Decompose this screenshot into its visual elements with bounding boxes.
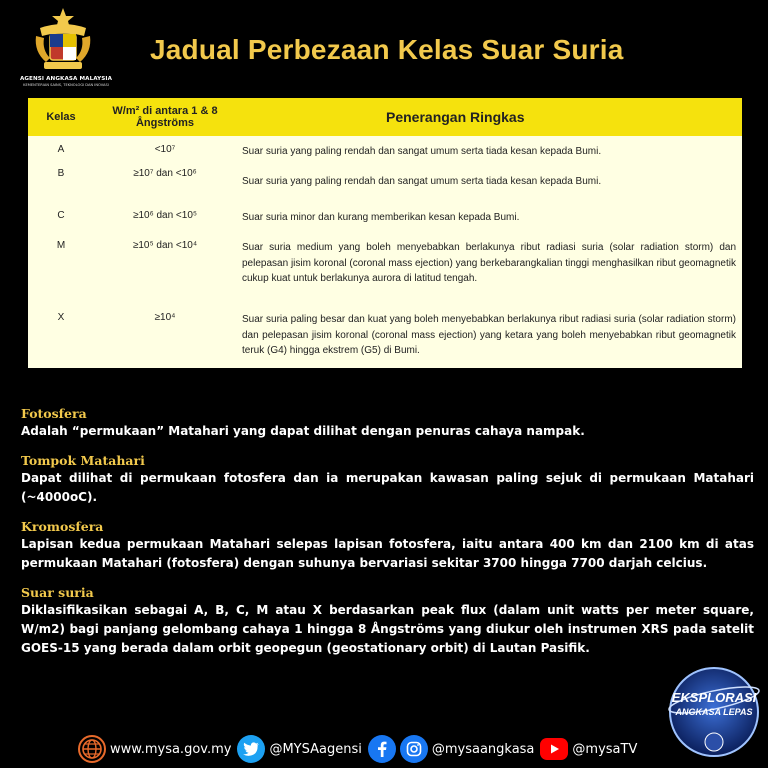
eksplorasi-badge: [666, 660, 762, 762]
section-text: Lapisan kedua permukaan Matahari selepas lapisan fotosfera, iaitu antara 400 km dan 2100 km di atas permukaan Matahari (fotosfera) dengan suhunya bervariasi sekitar 3700 hingga 7700 darjah celcius.: [21, 537, 754, 570]
social-footer: [78, 734, 643, 764]
table-row: [28, 160, 742, 202]
section-suar-suria: [21, 585, 754, 658]
section-text: Adalah “permukaan” Matahari yang dapat dilihat dengan penuras cahaya nampak.: [21, 424, 585, 438]
twitter-handle[interactable]: @MYSAagensi: [269, 741, 362, 757]
cell-flux: <10⁷: [154, 144, 176, 155]
cell-description: Suar suria yang paling rendah dan sangat umum serta tiada kesan kepada Bumi.: [242, 176, 602, 187]
glossary-content: [21, 406, 754, 670]
social-handle[interactable]: @mysaangkasa: [431, 741, 535, 757]
twitter-icon[interactable]: [237, 735, 265, 763]
youtube-handle[interactable]: @mysaTV: [572, 741, 638, 757]
solar-flare-class-table: [28, 98, 742, 368]
cell-flux: ≥10⁶ dan <10⁵: [132, 210, 198, 221]
section-text: Diklasifikasikan sebagai A, B, C, M atau X berdasarkan peak flux (dalam unit watts per meter square, W/m2) bagi panjang gelombang cahaya 1 hingga 8 Ångströms yang diukur oleh instrumen XRS pada satelit GOES-15 yang berada dalam orbit geopegun (geostationary orbit) di Lautan Pasifik.: [21, 603, 754, 655]
cell-description: Suar suria yang paling rendah dan sangat umum serta tiada kesan kepada Bumi.: [242, 146, 602, 157]
section-heading: Suar suria: [21, 585, 94, 600]
cell-class: M: [56, 240, 66, 251]
table-row: [28, 232, 742, 304]
coat-of-arms-logo: [8, 6, 116, 88]
header-flux: W/m² di antara 1 & 8 Ångströms: [112, 105, 218, 129]
cell-flux: ≥10⁴: [154, 312, 176, 323]
section-heading: Kromosfera: [21, 519, 104, 534]
cell-class: C: [57, 210, 65, 221]
instagram-icon[interactable]: [400, 735, 428, 763]
section-fotosfera: [21, 406, 754, 441]
cell-flux: ≥10⁵ dan <10⁴: [132, 240, 198, 251]
section-tompok-matahari: [21, 453, 754, 507]
website-link[interactable]: www.mysa.gov.my: [110, 741, 232, 757]
table-row: [28, 202, 742, 232]
header-kelas: Kelas: [46, 111, 76, 123]
crest-icon: [32, 6, 94, 72]
cell-description: Suar suria medium yang boleh menyebabkan berlakunya ribut radiasi suria (solar radiation storm) dan pelepasan jisim koronal (coronal mass ejection) yang berkebarangkalian tinggi menghasilkan ribut geomagnetik cukup kuat untuk berlakunya aurora di latitud tengah.: [242, 242, 736, 284]
section-text: Dapat dilihat di permukaan fotosfera dan ia merupakan kawasan paling sejuk di permukaan Matahari (~4000oC).: [21, 471, 754, 504]
cell-class: X: [57, 312, 65, 323]
facebook-icon[interactable]: [368, 735, 396, 763]
header-description: Penerangan Ringkas: [386, 109, 525, 125]
agency-ministry: KEMENTERIAN SAINS, TEKNOLOGI DAN INOVASI: [23, 83, 109, 87]
table-header-row: [28, 98, 742, 136]
cell-class: A: [57, 144, 65, 155]
cell-description: Suar suria paling besar dan kuat yang boleh menyebabkan berlakunya ribut radiasi suria (solar radiation storm) dan pelepasan jisim koronal (coronal mass ejection) yang ketara yang boleh menyebabkan ribut geomagnetik teruk (G4) hingga ekstrem (G5) di Bumi.: [242, 314, 736, 356]
section-heading: Tompok Matahari: [21, 453, 145, 468]
youtube-icon[interactable]: [540, 738, 568, 760]
badge-line1: EKSPLORASI: [671, 690, 757, 705]
page-title: Jadual Perbezaan Kelas Suar Suria: [150, 34, 624, 65]
cell-class: B: [57, 168, 65, 179]
cell-flux: ≥10⁷ dan <10⁶: [133, 168, 197, 179]
badge-line2: ANGKASA LEPAS: [675, 707, 753, 717]
table-row: [28, 304, 742, 368]
globe-icon[interactable]: [78, 735, 106, 763]
eksplorasi-logo-icon: [666, 660, 762, 762]
section-kromosfera: [21, 519, 754, 573]
cell-description: Suar suria minor dan kurang memberikan kesan kepada Bumi.: [242, 212, 520, 223]
section-heading: Fotosfera: [21, 406, 87, 421]
table-row: [28, 136, 742, 160]
agency-name: AGENSI ANGKASA MALAYSIA: [19, 76, 113, 82]
